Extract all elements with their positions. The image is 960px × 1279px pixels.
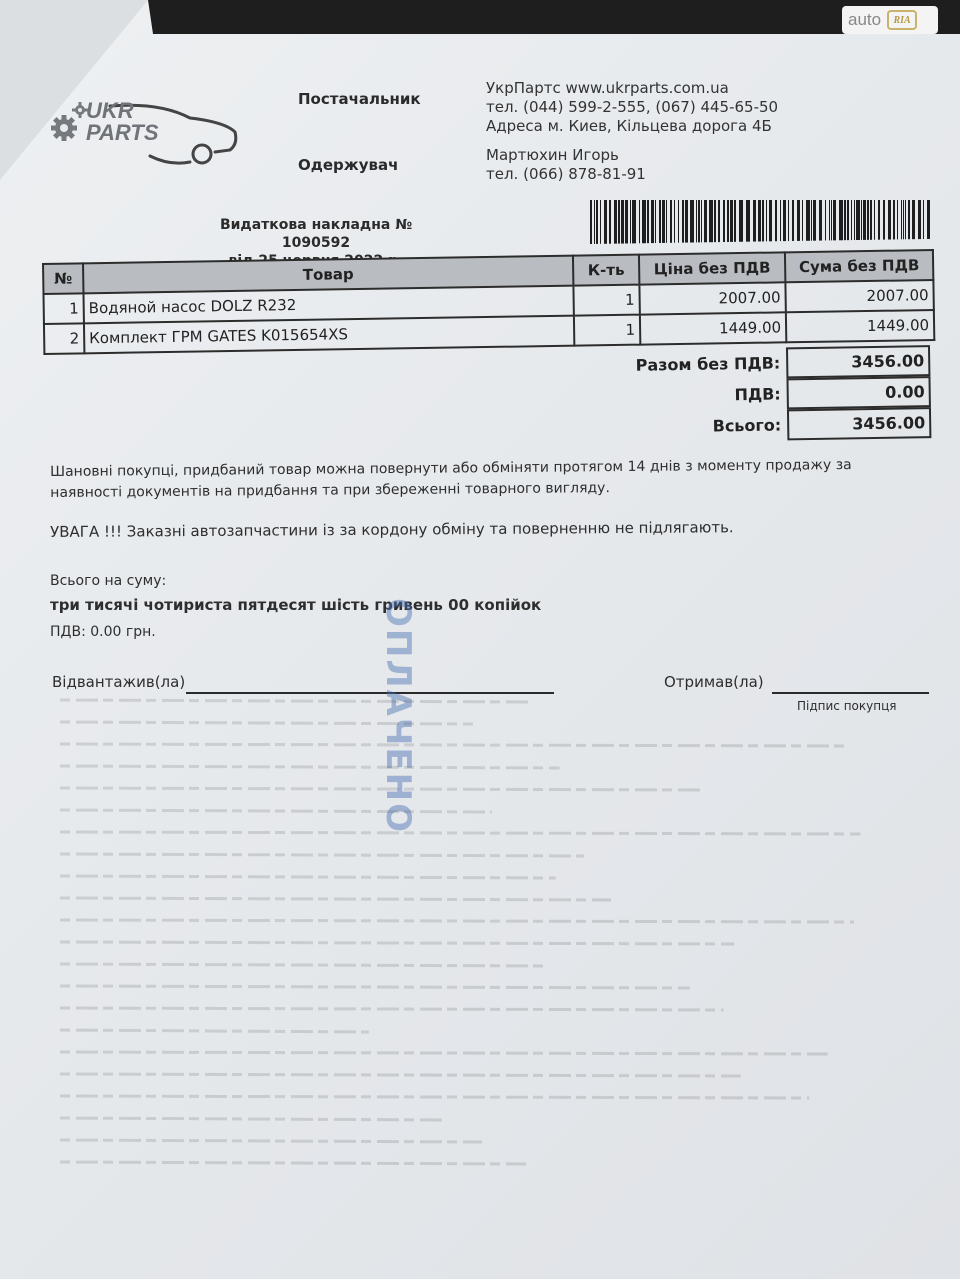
barcode-bar: [600, 200, 601, 244]
barcode-image: [590, 200, 930, 244]
supplier-label: Постачальник: [298, 90, 421, 108]
barcode-bar: [851, 200, 852, 240]
vat-row: [620, 376, 930, 412]
totals-block: [620, 345, 931, 443]
return-policy-line-1: Шановні покупці, придбаний товар можна повернути або обміняти протягом 14 днів з моменту продажу за: [50, 457, 852, 480]
total-row: [621, 407, 931, 443]
barcode-bar: [723, 200, 725, 242]
barcode-bar: [690, 200, 694, 243]
barcode-bar: [714, 200, 716, 242]
ghost-line: [60, 1162, 526, 1164]
document-title: Видаткова накладна № 1090592: [219, 217, 413, 251]
barcode-bar: [918, 200, 921, 239]
total-value: 3456.00: [787, 407, 931, 440]
barcode-bar: [813, 200, 816, 241]
supplier-line-3: Адреса м. Киев, Кільцева дорога 4Б: [486, 117, 772, 135]
barcode-bar: [878, 200, 880, 240]
barcode-bar: [847, 200, 849, 240]
received-label: Отримав(ла): [664, 673, 764, 691]
barcode-bar: [709, 200, 713, 242]
logo-line-1: UKR: [86, 98, 134, 123]
back-side-show-through: [60, 690, 940, 1210]
barcode-bar: [897, 200, 898, 239]
total-label: Всього:: [712, 415, 782, 436]
ghost-line: [60, 898, 611, 900]
ghost-line: [60, 832, 860, 834]
barcode-bar: [704, 200, 707, 242]
receiver-line-2: тел. (066) 878-81-91: [486, 165, 646, 183]
barcode-bar: [927, 200, 930, 239]
vat-value: 0.00: [786, 376, 930, 409]
row-sum: 2007.00: [785, 280, 933, 312]
barcode-bar: [590, 200, 592, 244]
watermark-text: auto: [848, 10, 882, 29]
barcode-bar: [639, 200, 640, 243]
barcode-bar: [861, 200, 862, 240]
autoria-watermark: [842, 6, 938, 34]
row-price: 2007.00: [639, 282, 785, 314]
ghost-line: [60, 1140, 482, 1142]
barcode-bar: [618, 200, 620, 244]
barcode-bar: [888, 200, 891, 240]
ghost-line: [60, 1074, 741, 1076]
barcode-bar: [651, 200, 654, 243]
barcode-bar: [831, 200, 832, 240]
supplier-info: [486, 79, 778, 136]
ghost-line: [60, 920, 854, 922]
barcode-bar: [825, 200, 826, 240]
barcode-bar: [662, 200, 665, 243]
buyer-sign-caption: Підпис покупця: [797, 699, 897, 713]
row-num: 1: [43, 293, 83, 324]
barcode-bar: [912, 200, 915, 239]
barcode-bar: [844, 200, 846, 240]
barcode-bar: [766, 200, 767, 241]
items-table: [42, 249, 935, 355]
barcode-bar: [901, 200, 902, 239]
barcode-bar: [905, 200, 906, 239]
barcode-bar: [863, 200, 866, 240]
sum-in-words: три тисячі чотириста пятдесят шість гривень 00 копійок: [50, 596, 542, 614]
ghost-line: [60, 788, 702, 790]
barcode-bar: [908, 200, 910, 239]
top-dark-edge: [148, 0, 960, 34]
barcode-bar: [806, 200, 810, 241]
ghost-line: [60, 1118, 444, 1120]
row-name: Водяной насос DOLZ R232: [83, 286, 573, 324]
receiver-label: Одержувач: [298, 156, 399, 174]
barcode-bar: [870, 200, 872, 240]
barcode-bar: [682, 200, 684, 243]
barcode-bar: [819, 200, 822, 241]
row-qty: 1: [573, 285, 639, 316]
barcode-bar: [678, 200, 679, 243]
barcode-bar: [655, 200, 656, 243]
barcode-bar: [903, 200, 904, 239]
header-price: Ціна без ПДВ: [639, 252, 785, 284]
barcode-bar: [698, 200, 700, 242]
row-num: 2: [44, 323, 84, 354]
barcode-bar: [829, 200, 830, 240]
row-sum: 1449.00: [786, 310, 934, 342]
barcode-bar: [854, 200, 855, 240]
subtotal-row: [620, 345, 930, 381]
barcode-bar: [666, 200, 667, 243]
shipped-label: Відвантажив(ла): [52, 673, 186, 691]
barcode-bar: [788, 200, 789, 241]
supplier-line-2: тел. (044) 599-2-555, (067) 445-65-50: [486, 98, 779, 116]
barcode-bar: [762, 200, 764, 241]
barcode-bar: [670, 200, 672, 243]
ghost-line: [60, 810, 492, 812]
ghost-line: [60, 986, 690, 988]
barcode-bar: [867, 200, 869, 240]
barcode-bar: [730, 200, 733, 242]
barcode-bar: [753, 200, 756, 242]
barcode-bar: [797, 200, 800, 241]
barcode-bar: [775, 200, 777, 241]
return-policy-line-2: наявності документів на придбання та при збереженні товарного вигляду.: [50, 480, 610, 501]
barcode-bar: [625, 200, 628, 243]
watermark-badge: RIA: [887, 10, 917, 30]
barcode-bar: [596, 200, 598, 244]
barcode-bar: [792, 200, 794, 241]
sum-label: Всього на суму:: [50, 573, 167, 589]
barcode-bar: [856, 200, 860, 240]
barcode-bar: [923, 200, 924, 239]
logo-text: [86, 100, 159, 144]
barcode-bar: [674, 200, 675, 243]
barcode-bar: [630, 200, 631, 243]
barcode-bar: [614, 200, 617, 244]
barcode-bar: [802, 200, 803, 241]
ghost-line: [60, 1052, 828, 1054]
ghost-line: [60, 964, 548, 966]
barcode-bar: [701, 200, 702, 242]
barcode-bar: [746, 200, 750, 242]
barcode-bar: [642, 200, 646, 243]
barcode-bar: [594, 200, 595, 244]
barcode-bar: [734, 200, 736, 242]
barcode-bar: [632, 200, 636, 243]
ghost-line: [60, 766, 560, 768]
barcode-bar: [883, 200, 885, 240]
barcode-bar: [839, 200, 843, 240]
barcode-bar: [783, 200, 786, 241]
ghost-line: [60, 942, 734, 944]
subtotal-label: Разом без ПДВ:: [635, 353, 781, 375]
vat-text: ПДВ: 0.00 грн.: [50, 624, 156, 640]
ghost-line: [60, 876, 556, 878]
barcode-bar: [758, 200, 761, 241]
ghost-line: [60, 1096, 809, 1098]
ghost-line: [60, 854, 584, 856]
paid-stamp: ОПЛАЧЕНО: [378, 598, 418, 834]
barcode-bar: [893, 200, 895, 239]
barcode-bar: [874, 200, 875, 240]
barcode-bar: [696, 200, 697, 242]
barcode-bar: [718, 200, 720, 242]
barcode-bar: [811, 200, 812, 241]
ghost-line: [60, 1030, 369, 1032]
ghost-line: [60, 700, 532, 702]
barcode-bar: [659, 200, 661, 243]
header-name: Товар: [83, 256, 573, 294]
header-sum: Сума без ПДВ: [785, 250, 933, 282]
row-name: Комплект ГРМ GATES K015654XS: [84, 316, 574, 354]
receiver-info: [486, 146, 646, 184]
header-qty: К-ть: [573, 255, 639, 286]
subtotal-value: 3456.00: [786, 345, 930, 378]
row-qty: 1: [574, 315, 640, 346]
receiver-line-1: Мартюхин Игорь: [486, 146, 619, 164]
barcode-bar: [833, 200, 836, 240]
supplier-line-1: УкрПартс www.ukrparts.com.ua: [486, 79, 729, 97]
row-price: 1449.00: [640, 312, 786, 344]
barcode-bar: [621, 200, 624, 244]
warning-text: УВАГА !!! Заказні автозапчастини із за кордону обміну та поверненню не підлягають.: [50, 518, 734, 541]
ghost-line: [60, 722, 473, 724]
ukrparts-logo: [50, 96, 250, 176]
barcode-bar: [739, 200, 743, 242]
barcode-bar: [604, 200, 607, 244]
barcode-bar: [780, 200, 781, 241]
barcode-bar: [727, 200, 729, 242]
barcode-bar: [647, 200, 649, 243]
vat-label: ПДВ:: [734, 384, 781, 405]
barcode-bar: [769, 200, 772, 241]
barcode-bar: [685, 200, 688, 243]
ghost-line: [60, 744, 845, 746]
logo-line-2: PARTS: [86, 120, 159, 145]
barcode-bar: [609, 200, 611, 244]
header-num: №: [43, 263, 83, 294]
return-policy: [50, 454, 930, 504]
ghost-line: [60, 1008, 724, 1010]
